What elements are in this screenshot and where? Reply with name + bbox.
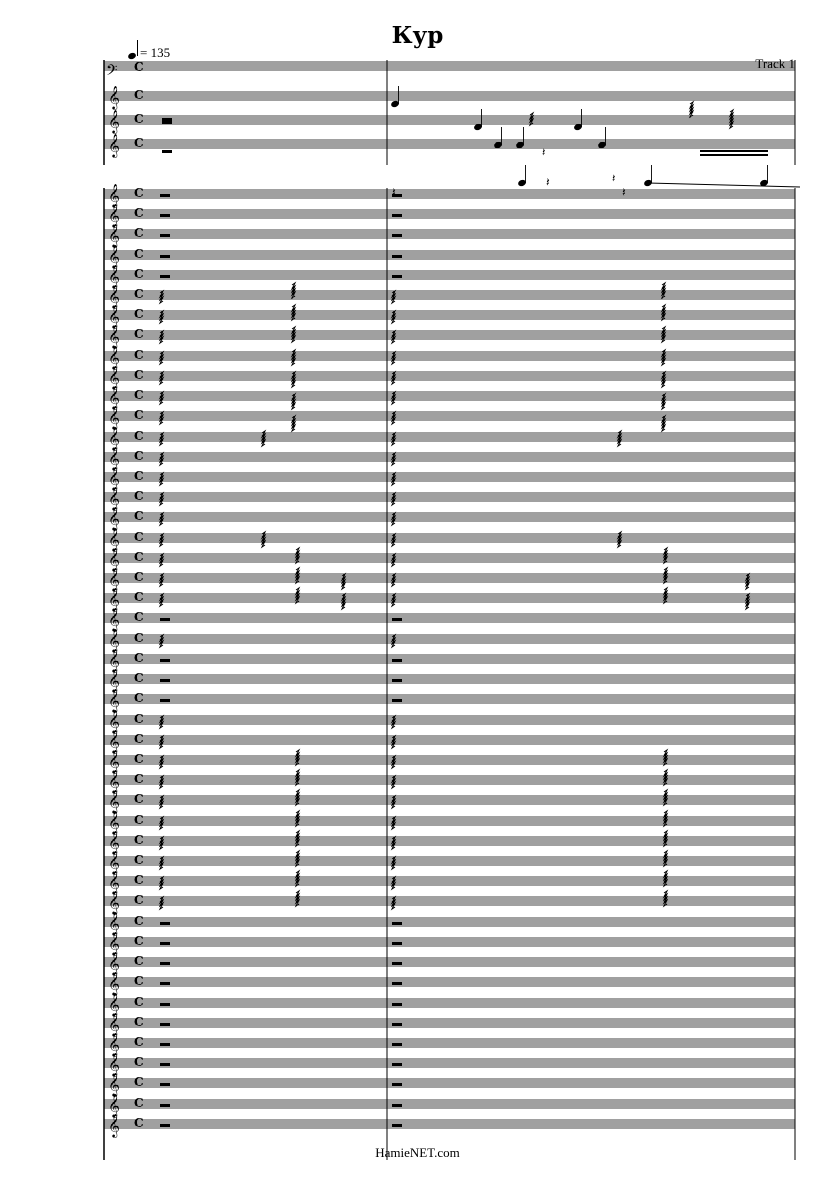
time-signature: C xyxy=(134,934,144,948)
time-signature: C xyxy=(134,88,144,102)
treble-clef-icon: 𝄞 xyxy=(108,284,120,308)
measure-rest xyxy=(160,659,170,662)
time-signature: C xyxy=(134,772,144,786)
measure-rest xyxy=(160,1003,170,1006)
time-signature: C xyxy=(134,974,144,988)
time-signature: C xyxy=(134,136,144,150)
treble-clef-icon: 𝄞 xyxy=(108,527,120,551)
measure-rest xyxy=(392,659,402,662)
time-signature: C xyxy=(134,489,144,503)
treble-clef-icon: 𝄞 xyxy=(108,911,120,935)
measure-rest xyxy=(392,1104,402,1107)
measure-rest xyxy=(392,1043,402,1046)
time-signature: C xyxy=(134,469,144,483)
treble-clef-icon: 𝄞 xyxy=(108,870,120,894)
time-signature: C xyxy=(134,1096,144,1110)
time-signature: C xyxy=(134,307,144,321)
measure-rest xyxy=(160,922,170,925)
measure-rest xyxy=(160,942,170,945)
treble-clef-icon: 𝄞 xyxy=(108,971,120,995)
treble-clef-icon: 𝄞 xyxy=(108,810,120,834)
measure-rest xyxy=(160,214,170,217)
treble-clef-icon: 𝄞 xyxy=(108,648,120,672)
quarter-rest: 𝄽 xyxy=(546,175,550,189)
time-signature: C xyxy=(134,853,144,867)
measure1-rest xyxy=(162,150,172,153)
treble-clef-icon: 𝄞 xyxy=(108,729,120,753)
measure-rest xyxy=(392,922,402,925)
measure-rest xyxy=(392,1023,402,1026)
time-signature: C xyxy=(134,752,144,766)
time-signature: C xyxy=(134,813,144,827)
treble-clef-icon: 𝄞 xyxy=(108,850,120,874)
time-signature: C xyxy=(134,1015,144,1029)
treble-clef-icon: 𝄞 xyxy=(108,426,120,450)
time-signature: C xyxy=(134,610,144,624)
treble-clef-icon: 𝄞 xyxy=(108,324,120,348)
time-signature: C xyxy=(134,1035,144,1049)
treble-clef-icon: 𝄞 xyxy=(108,1052,120,1076)
measure-rest xyxy=(160,1104,170,1107)
measure-rest xyxy=(392,982,402,985)
treble-clef-icon: 𝄞 xyxy=(108,709,120,733)
time-signature: C xyxy=(134,368,144,382)
score-title: Кур xyxy=(391,22,444,49)
treble-clef-icon: 𝄞 xyxy=(108,951,120,975)
measure1-rest xyxy=(162,118,172,121)
time-signature: C xyxy=(134,833,144,847)
quarter-rest: 𝄽 xyxy=(542,146,546,159)
treble-clef-icon: 𝄞 xyxy=(108,992,120,1016)
treble-clef-icon: 𝄞 xyxy=(108,203,120,227)
time-signature: C xyxy=(134,651,144,665)
time-signature: C xyxy=(134,1075,144,1089)
measure-rest xyxy=(160,982,170,985)
time-signature: C xyxy=(134,206,144,220)
time-signature: C xyxy=(134,226,144,240)
time-signature: C xyxy=(134,570,144,584)
measure-rest xyxy=(160,1124,170,1127)
treble-clef-icon: 𝄞 xyxy=(108,1113,120,1137)
treble-clef-icon: 𝄞 xyxy=(108,506,120,530)
instrument-name: Track 1 xyxy=(755,56,795,71)
time-signature: C xyxy=(134,449,144,463)
bass-clef-icon: 𝄢 xyxy=(106,62,118,83)
time-signature: C xyxy=(134,60,144,74)
measure-rest xyxy=(392,618,402,621)
treble-clef-icon: 𝄞 xyxy=(108,1072,120,1096)
time-signature: C xyxy=(134,691,144,705)
treble-clef-icon: 𝄞 xyxy=(108,830,120,854)
treble-clef-icon: 𝄞 xyxy=(108,345,120,369)
time-signature: C xyxy=(134,348,144,362)
time-signature: C xyxy=(134,408,144,422)
time-signature: C xyxy=(134,247,144,261)
treble-clef-icon: 𝄞 xyxy=(108,446,120,470)
measure-rest xyxy=(160,1023,170,1026)
time-signature: C xyxy=(134,267,144,281)
measure-rest xyxy=(160,679,170,682)
time-signature: C xyxy=(134,1055,144,1069)
measure-rest xyxy=(160,234,170,237)
treble-clef-icon: 𝄞 xyxy=(108,486,120,510)
treble-clef-icon: 𝄞 xyxy=(108,931,120,955)
measure-rest xyxy=(392,679,402,682)
time-signature: C xyxy=(134,590,144,604)
treble-clef-icon: 𝄞 xyxy=(108,1093,120,1117)
measure-rest xyxy=(160,1063,170,1066)
treble-clef-icon: 𝄞 xyxy=(108,85,120,109)
tempo-value: = 135 xyxy=(140,45,171,60)
time-signature: C xyxy=(134,509,144,523)
treble-clef-icon: 𝄞 xyxy=(108,385,120,409)
treble-clef-icon: 𝄞 xyxy=(108,628,120,652)
measure-rest xyxy=(160,255,170,258)
measure-rest xyxy=(392,962,402,965)
measure-rest xyxy=(392,1063,402,1066)
treble-clef-icon: 𝄞 xyxy=(108,109,120,133)
treble-clef-icon: 𝄞 xyxy=(108,365,120,389)
measure-rest xyxy=(160,1043,170,1046)
beam xyxy=(700,150,768,152)
measure-rest xyxy=(160,275,170,278)
measure-rest xyxy=(160,618,170,621)
time-signature: C xyxy=(134,530,144,544)
time-signature: C xyxy=(134,873,144,887)
time-signature: C xyxy=(134,631,144,645)
treble-clef-icon: 𝄞 xyxy=(108,1032,120,1056)
beam xyxy=(700,154,768,156)
treble-clef-icon: 𝄞 xyxy=(108,304,120,328)
treble-clef-icon: 𝄞 xyxy=(108,668,120,692)
measure-rest xyxy=(392,1083,402,1086)
treble-clef-icon: 𝄞 xyxy=(108,607,120,631)
treble-clef-icon: 𝄞 xyxy=(108,183,120,207)
treble-clef-icon: 𝄞 xyxy=(108,749,120,773)
measure-rest xyxy=(160,699,170,702)
time-signature: C xyxy=(134,671,144,685)
measure-rest xyxy=(392,275,402,278)
treble-clef-icon: 𝄞 xyxy=(108,688,120,712)
time-signature: C xyxy=(134,792,144,806)
measure-rest xyxy=(392,255,402,258)
time-signature: C xyxy=(134,732,144,746)
treble-clef-icon: 𝄞 xyxy=(108,769,120,793)
treble-clef-icon: 𝄞 xyxy=(108,547,120,571)
measure-rest xyxy=(392,942,402,945)
quarter-rest: 𝄽 xyxy=(622,185,626,199)
treble-clef-icon: 𝄞 xyxy=(108,223,120,247)
treble-clef-icon: 𝄞 xyxy=(108,789,120,813)
treble-clef-icon: 𝄞 xyxy=(108,244,120,268)
time-signature: C xyxy=(134,550,144,564)
measure-rest xyxy=(392,234,402,237)
time-signature: C xyxy=(134,186,144,200)
treble-clef-icon: 𝄞 xyxy=(108,133,120,157)
treble-clef-icon: 𝄞 xyxy=(108,466,120,490)
measure-rest xyxy=(160,194,170,197)
time-signature: C xyxy=(134,914,144,928)
treble-clef-icon: 𝄞 xyxy=(108,890,120,914)
time-signature: C xyxy=(134,429,144,443)
time-signature: C xyxy=(134,287,144,301)
measure-rest xyxy=(392,699,402,702)
time-signature: C xyxy=(134,712,144,726)
time-signature: C xyxy=(134,954,144,968)
treble-clef-icon: 𝄞 xyxy=(108,264,120,288)
footer-credit: HamieNET.com xyxy=(375,1145,460,1160)
time-signature: C xyxy=(134,1116,144,1130)
treble-clef-icon: 𝄞 xyxy=(108,587,120,611)
treble-clef-icon: 𝄞 xyxy=(108,405,120,429)
tie xyxy=(648,183,800,187)
quarter-rest: 𝄽 xyxy=(392,185,396,199)
time-signature: C xyxy=(134,112,144,126)
measure-rest xyxy=(392,214,402,217)
time-signature: C xyxy=(134,995,144,1009)
treble-clef-icon: 𝄞 xyxy=(108,567,120,591)
measure1-rest xyxy=(162,121,172,124)
treble-clef-icon: 𝄞 xyxy=(108,1012,120,1036)
measure-rest xyxy=(160,962,170,965)
quarter-rest: 𝄽 xyxy=(612,172,616,185)
measure-rest xyxy=(160,1083,170,1086)
measure-rest xyxy=(392,1003,402,1006)
time-signature: C xyxy=(134,893,144,907)
time-signature: C xyxy=(134,327,144,341)
measure-rest xyxy=(392,1124,402,1127)
time-signature: C xyxy=(134,388,144,402)
